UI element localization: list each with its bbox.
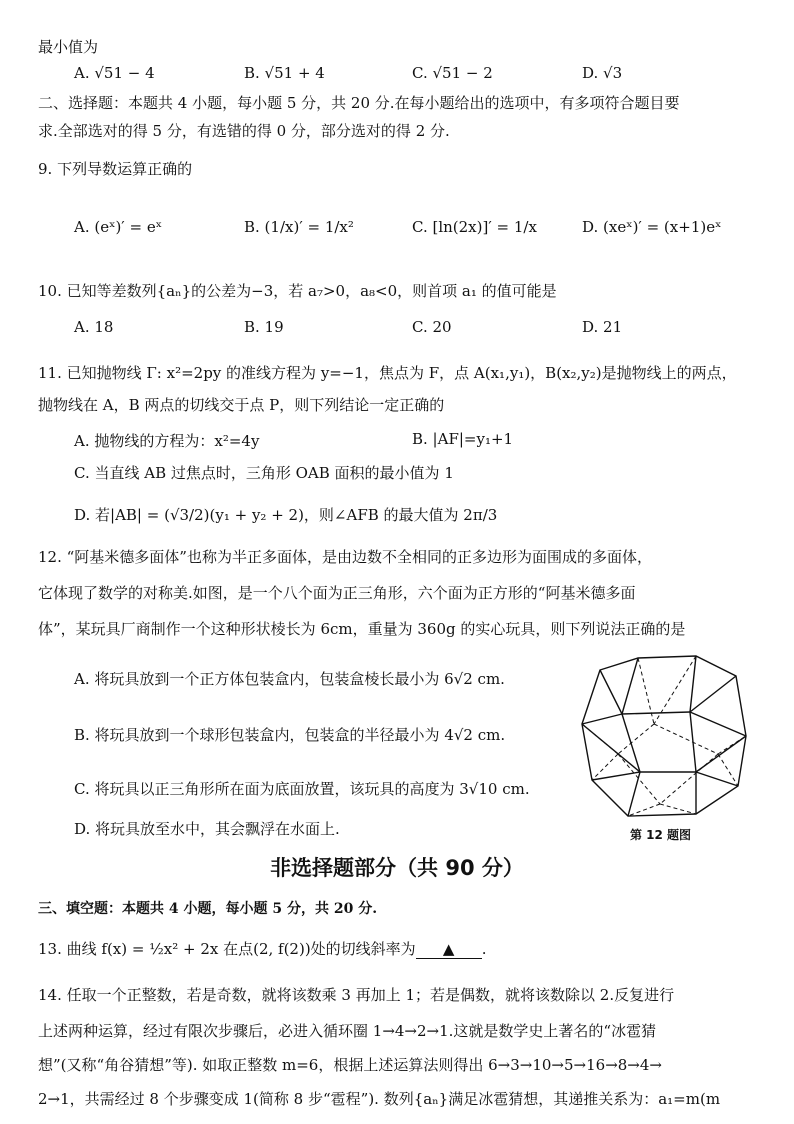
q12-line2: 它体现了数学的对称美.如图，是一个八个面为正三角形，六个面为正方形的“阿基米德多面 <box>38 584 636 602</box>
q12-line3: 体”，某玩具厂商制作一个这种形状棱长为 6cm，重量为 360g 的实心玩具，则下列说法正确的是 <box>38 620 686 638</box>
q8-option-a: A. √51 − 4 <box>74 64 155 82</box>
section2-line2: 求.全部选对的得 5 分，有选错的得 0 分，部分选对的得 2 分. <box>38 122 450 140</box>
q12-line1: 12. “阿基米德多面体”也称为半正多面体，是由边数不全相同的正多边形为面围成的多面体， <box>38 548 652 566</box>
q9-option-b: B. (1/x)′ = 1/x² <box>244 218 354 236</box>
q11-line1: 11. 已知抛物线 Γ: x²=2py 的准线方程为 y=−1，焦点为 F，点 A(x₁,y₁)，B(x₂,y₂)是抛物线上的两点， <box>38 364 737 382</box>
q11-option-b: B. |AF|=y₁+1 <box>412 430 514 448</box>
q11-option-c: C. 当直线 AB 过焦点时，三角形 OAB 面积的最小值为 1 <box>74 464 454 482</box>
q8-option-b: B. √51 + 4 <box>244 64 325 82</box>
q13-answer-blank <box>416 940 482 959</box>
q10-option-d: D. 21 <box>582 318 623 336</box>
cuboctahedron-solid-edges <box>582 656 746 816</box>
q8-tail: 最小值为 <box>38 38 99 56</box>
q13-end: . <box>481 940 487 958</box>
cuboctahedron-figure <box>578 654 750 820</box>
cuboctahedron-hidden-edges <box>582 656 746 816</box>
q10-stem: 10. 已知等差数列{aₙ}的公差为−3，若 a₇>0，a₈<0，则首项 a₁ 的值可能是 <box>38 282 557 300</box>
section3-line: 三、填空题：本题共 4 小题，每小题 5 分，共 20 分. <box>38 901 378 917</box>
q12-option-d: D. 将玩具放至水中，其会飘浮在水面上. <box>74 820 340 838</box>
q14-line2: 上述两种运算，经过有限次步骤后，必进入循环圈 1→4→2→1.这就是数学史上著名的“冰雹猜 <box>38 1022 657 1040</box>
q9-option-a: A. (eˣ)′ = eˣ <box>74 218 163 236</box>
q9-stem: 9. 下列导数运算正确的 <box>38 160 193 178</box>
q13-blank-marker: ▲ <box>442 940 455 958</box>
q13-stem: 13. 曲线 f(x) = ½x² + 2x 在点(2, f(2))处的切线斜率为 <box>38 940 416 958</box>
q8-option-d: D. √3 <box>582 64 623 82</box>
q11-line2: 抛物线在 A，B 两点的切线交于点 P，则下列结论一定正确的 <box>38 396 445 414</box>
q14-line4: 2→1，共需经过 8 个步骤变成 1(简称 8 步“雹程”). 数列{aₙ}满足冰雹猜想，其递推关系为：a₁=m(m <box>38 1090 721 1108</box>
q14-line3: 想”(又称“角谷猜想”等). 如取正整数 m=6，根据上述运算法则得出 6→3→10→5→16→8→4→ <box>38 1056 662 1074</box>
q10-option-b: B. 19 <box>244 318 284 336</box>
q9-option-d: D. (xeˣ)′ = (x+1)eˣ <box>582 218 722 236</box>
q10-option-c: C. 20 <box>412 318 452 336</box>
q12-option-a: A. 将玩具放到一个正方体包装盒内，包装盒棱长最小为 6√2 cm. <box>74 670 505 688</box>
q12-option-b: B. 将玩具放到一个球形包装盒内，包装盒的半径最小为 4√2 cm. <box>74 726 506 744</box>
q9-option-c: C. [ln(2x)]′ = 1/x <box>412 218 537 236</box>
q11-option-a: A. 抛物线的方程为：x²=4y <box>74 432 260 450</box>
part2-heading: 非选择题部分（共 90 分） <box>270 856 524 880</box>
q12-option-c: C. 将玩具以正三角形所在面为底面放置，该玩具的高度为 3√10 cm. <box>74 780 530 798</box>
q13-line <box>38 938 774 959</box>
section2-line1: 二、选择题：本题共 4 小题，每小题 5 分，共 20 分.在每小题给出的选项中，有多项符合题目要 <box>38 94 680 112</box>
figure-caption: 第 12 题图 <box>630 828 692 842</box>
q14-line1: 14. 任取一个正整数，若是奇数，就将该数乘 3 再加上 1；若是偶数，就将该数除以 2.反复进行 <box>38 986 675 1004</box>
q8-option-c: C. √51 − 2 <box>412 64 493 82</box>
q11-option-d: D. 若|AB| = (√3/2)(y₁ + y₂ + 2)，则∠AFB 的最大值为 2π/3 <box>74 506 498 524</box>
q10-option-a: A. 18 <box>74 318 114 336</box>
